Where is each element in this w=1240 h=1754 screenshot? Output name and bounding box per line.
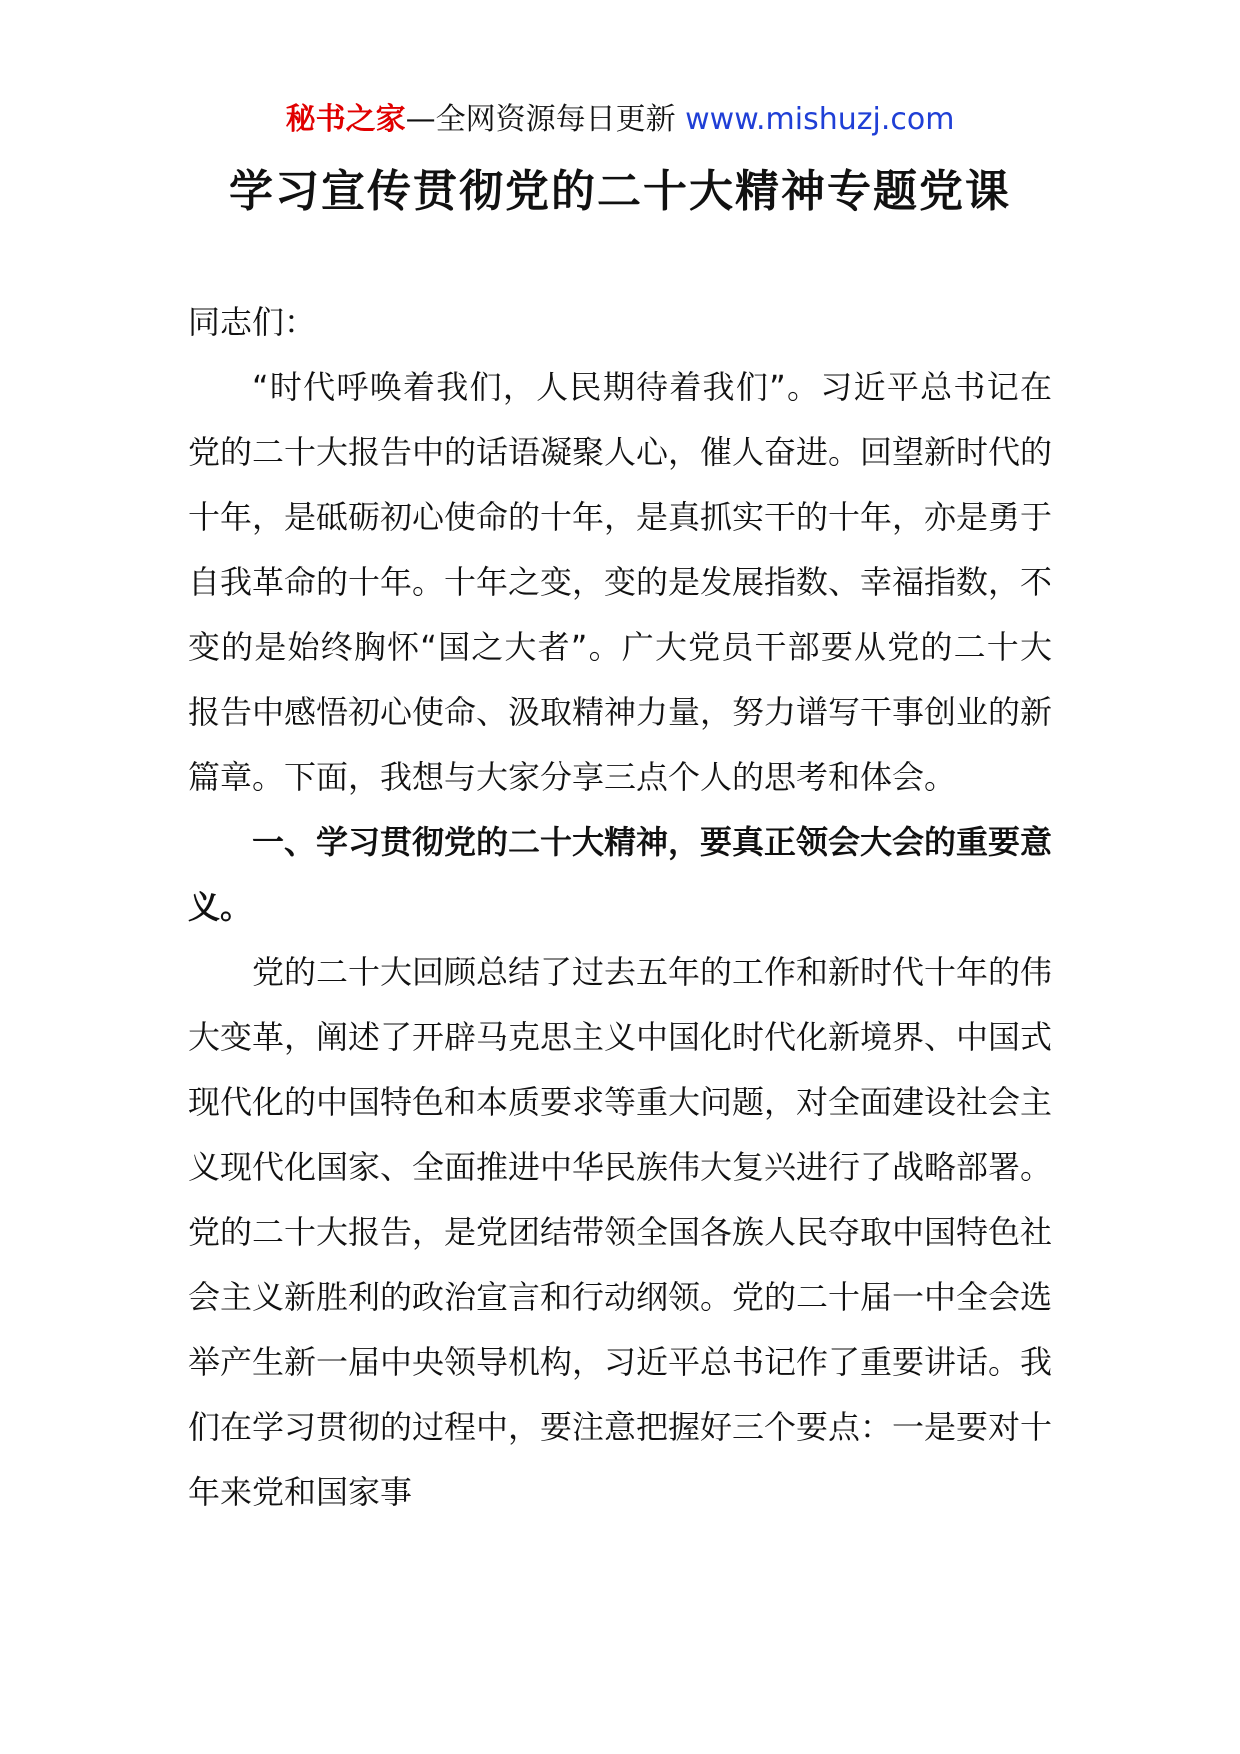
document-body [188, 290, 1052, 1525]
section-heading-1: 一、学习贯彻党的二十大精神，要真正领会大会的重要意义。 [188, 823, 1053, 926]
paragraph-intro: “时代呼唤着我们，人民期待着我们”。习近平总书记在党的二十大报告中的话语凝聚人心，催人奋进。回望新时代的十年，是砥砺初心使命的十年，是真抓实干的十年，亦是勇于自我革命的十年。十年之变，变的是发展指数、幸福指数，不变的是始终胸怀“国之大者”。广大党员干部要从党的二十大报告中感悟初心使命、汲取精神力量，努力谱写干事创业的新篇章。下面，我想与大家分享三点个人的思考和体会。 [188, 368, 1053, 796]
salutation: 同志们： [188, 303, 317, 341]
paragraph-section-1: 党的二十大回顾总结了过去五年的工作和新时代十年的伟大变革，阐述了开辟马克思主义中国化时代化新境界、中国式现代化的中国特色和本质要求等重大问题，对全面建设社会主义现代化国家、全面推进中华民族伟大复兴进行了战略部署。党的二十大报告，是党团结带领全国各族人民夺取中国特色社会主义新胜利的政治宣言和行动纲领。党的二十届一中全会选举产生新一届中央领导机构，习近平总书记作了重要讲话。我们在学习贯彻的过程中，要注意把握好三个要点：一是要对十年来党和国家事 [188, 953, 1053, 1511]
header-slogan: —全网资源每日更新 [405, 102, 686, 137]
document-title: 学习宣传贯彻党的二十大精神专题党课 [229, 166, 1011, 217]
site-header [0, 100, 1240, 140]
site-url-link[interactable]: www.mishuzj.com [685, 102, 955, 137]
brand-name: 秘书之家 [285, 102, 406, 137]
